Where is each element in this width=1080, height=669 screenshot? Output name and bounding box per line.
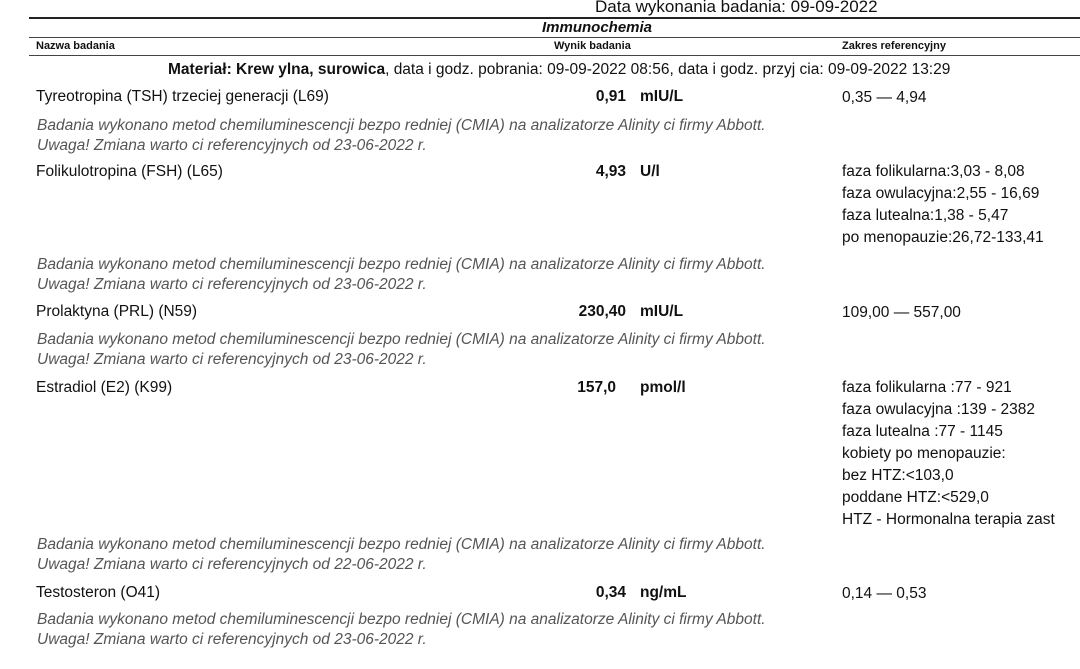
material-dates: , data i godz. pobrania: 09-09-2022 08:56, data i godz. przyj cia: 09-09-2022 13:29	[385, 61, 951, 78]
test-note	[37, 330, 766, 370]
test-unit: mIU/L	[640, 88, 684, 105]
method-note: Badania wykonano metod chemiluminescencji bezpo redniej (CMIA) na analizatorze Alinity ci firmy Abbott.	[37, 117, 766, 134]
test-value: 4,93	[595, 163, 626, 180]
method-note: Badania wykonano metod chemiluminescencji bezpo redniej (CMIA) na analizatorze Alinity ci firmy Abbott.	[37, 256, 766, 273]
reference-range	[842, 302, 961, 324]
reference-line: kobiety po menopauzie:	[842, 445, 1006, 462]
reference-change-note: Uwaga! Zmiana warto ci referencyjnych od 22-06-2022 r.	[37, 556, 427, 573]
method-note: Badania wykonano metod chemiluminescencji bezpo redniej (CMIA) na analizatorze Alinity ci firmy Abbott.	[37, 611, 766, 628]
reference-change-note: Uwaga! Zmiana warto ci referencyjnych od 23-06-2022 r.	[37, 351, 427, 368]
method-note: Badania wykonano metod chemiluminescencji bezpo redniej (CMIA) na analizatorze Alinity ci firmy Abbott.	[37, 331, 766, 348]
test-name: Testosteron (O41)	[36, 584, 161, 601]
test-value: 230,40	[578, 303, 626, 320]
method-note: Badania wykonano metod chemiluminescencji bezpo redniej (CMIA) na analizatorze Alinity ci firmy Abbott.	[37, 536, 766, 553]
columns-rule	[29, 55, 1080, 56]
test-name: Estradiol (E2) (K99)	[36, 379, 173, 396]
reference-line: faza folikularna :77 - 921	[842, 379, 1012, 396]
reference-range	[842, 377, 1055, 531]
test-name: Prolaktyna (PRL) (N59)	[36, 303, 198, 320]
reference-line: HTZ - Hormonalna terapia zast	[842, 511, 1055, 528]
reference-line: faza owulacyjna :139 - 2382	[842, 401, 1036, 418]
reference-line: poddane HTZ:<529,0	[842, 489, 989, 506]
reference-line: faza lutealna:1,38 - 5,47	[842, 207, 1009, 224]
reference-line: faza lutealna :77 - 1145	[842, 423, 1003, 440]
column-header-result: Wynik badania	[554, 40, 631, 52]
section-title: Immunochemia	[542, 19, 653, 36]
test-unit: U/l	[640, 163, 660, 180]
reference-line: po menopauzie:26,72-133,41	[842, 229, 1044, 246]
reference-line: 0,14 — 0,53	[842, 585, 927, 602]
reference-line: 109,00 — 557,00	[842, 304, 961, 321]
reference-change-note: Uwaga! Zmiana warto ci referencyjnych od 23-06-2022 r.	[37, 276, 427, 293]
test-unit: mIU/L	[640, 303, 684, 320]
exam-date: Data wykonania badania: 09-09-2022	[595, 0, 878, 16]
test-value: 0,91	[595, 88, 626, 105]
reference-range	[842, 161, 1044, 249]
test-value: 157,0	[577, 379, 616, 396]
reference-change-note: Uwaga! Zmiana warto ci referencyjnych od 23-06-2022 r.	[37, 631, 427, 648]
test-note	[37, 610, 766, 650]
reference-range	[842, 87, 926, 109]
column-header-name: Nazwa badania	[36, 40, 115, 52]
test-note	[37, 535, 766, 575]
reference-line: bez HTZ:<103,0	[842, 467, 954, 484]
reference-change-note: Uwaga! Zmiana warto ci referencyjnych od 23-06-2022 r.	[37, 137, 427, 154]
section-rule	[29, 37, 1080, 38]
column-header-range: Zakres referencyjny	[842, 40, 946, 52]
test-name: Folikulotropina (FSH) (L65)	[36, 163, 223, 180]
reference-line: faza folikularna:3,03 - 8,08	[842, 163, 1025, 180]
reference-range	[842, 583, 926, 605]
material-type: Materiał: Krew ylna, surowica	[168, 61, 386, 78]
material-info	[168, 61, 950, 79]
reference-line: 0,35 — 4,94	[842, 89, 927, 106]
test-note	[37, 116, 766, 156]
test-note	[37, 255, 766, 295]
test-name: Tyreotropina (TSH) trzeciej generacji (L69)	[36, 88, 329, 105]
test-value: 0,34	[595, 584, 626, 601]
test-unit: ng/mL	[640, 584, 687, 601]
reference-line: faza owulacyjna:2,55 - 16,69	[842, 185, 1040, 202]
test-unit: pmol/l	[640, 379, 686, 396]
